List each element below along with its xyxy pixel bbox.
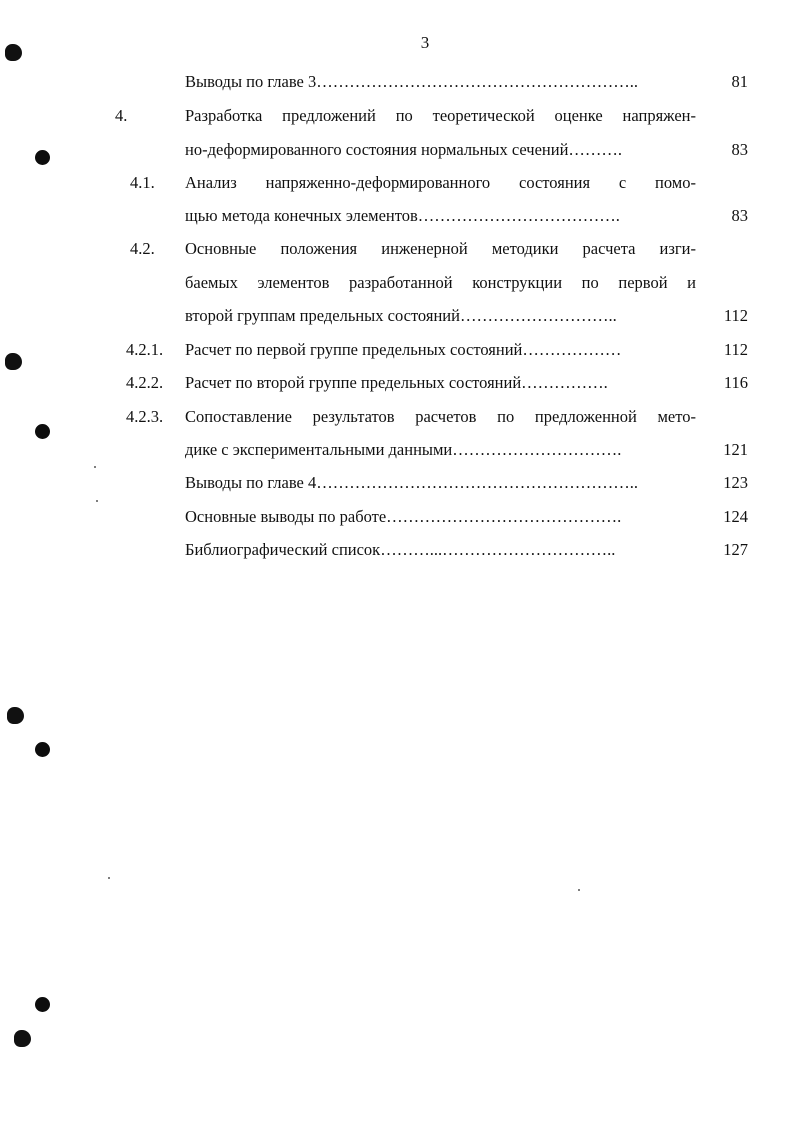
toc-entry-text: Выводы по главе 3………………………………………………….. (185, 72, 638, 91)
page-number: 3 (420, 33, 430, 52)
toc-entry-text: Разработка предложений по теоретической оценке напряжен- (185, 106, 696, 125)
toc-entry-text: Библиографический список………...………………………….. (185, 540, 616, 559)
toc-entry-page: 123 (723, 473, 748, 492)
toc-entry-page: 112 (723, 306, 748, 325)
toc-entry-text: баемых элементов разработанной конструкции по первой и (185, 273, 696, 292)
toc-entry-page: 81 (731, 72, 748, 91)
toc-entry-number: 4.2.3. (126, 407, 164, 426)
toc-entry-page: 83 (731, 206, 748, 225)
toc-entry-page: 83 (731, 140, 748, 159)
toc-entry-number: 4.2. (130, 239, 155, 258)
scan-speck (94, 466, 96, 468)
scan-blot (5, 353, 22, 370)
toc-entry-text: Выводы по главе 4………………………………………………….. (185, 473, 638, 492)
toc-entry-page: 112 (723, 340, 748, 359)
binding-hole (35, 997, 50, 1012)
toc-entry-text: дике с экспериментальными данными…………………………. (185, 440, 622, 459)
scan-speck (96, 500, 98, 502)
toc-entry-text: Основные выводы по работе……………………………………. (185, 507, 622, 526)
toc-entry-text: второй группам предельных состояний……………………….. (185, 306, 617, 325)
toc-entry-text: Сопоставление результатов расчетов по предложенной мето- (185, 407, 696, 426)
toc-entry-page: 121 (723, 440, 748, 459)
toc-entry-page: 116 (723, 373, 748, 392)
toc-entry-text: Основные положения инженерной методики расчета изги- (185, 239, 696, 258)
toc-entry-text: но-деформированного состояния нормальных сечений………. (185, 140, 623, 159)
toc-entry-number: 4. (115, 106, 128, 125)
scan-speck (578, 889, 580, 891)
scan-blot (7, 707, 24, 724)
scan-speck (108, 877, 110, 879)
toc-entry-number: 4.2.1. (126, 340, 164, 359)
toc-entry-number: 4.2.2. (126, 373, 164, 392)
scan-blot (14, 1030, 31, 1047)
binding-hole (35, 150, 50, 165)
toc-entry-text: щью метода конечных элементов………………………………. (185, 206, 620, 225)
toc-entry-page: 127 (723, 540, 748, 559)
toc-entry-text: Расчет по первой группе предельных состояний……………… (185, 340, 622, 359)
toc-entry-text: Расчет по второй группе предельных состояний……………. (185, 373, 608, 392)
toc-entry-text: Анализ напряженно-деформированного состояния с помо- (185, 173, 696, 192)
binding-hole (35, 424, 50, 439)
toc-entry-page: 124 (723, 507, 748, 526)
binding-hole (35, 742, 50, 757)
toc-entry-number: 4.1. (130, 173, 155, 192)
scan-blot (5, 44, 22, 61)
